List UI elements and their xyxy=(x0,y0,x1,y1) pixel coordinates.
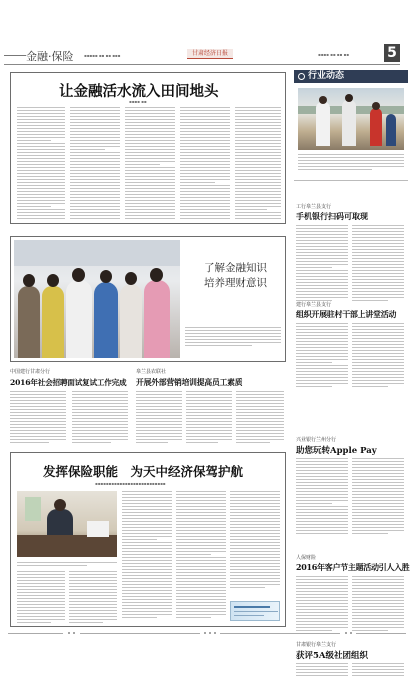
brief-body-1b xyxy=(352,225,404,303)
brief-org-3: 兴业银行兰州分行 xyxy=(296,437,337,443)
top-story-col-4 xyxy=(180,107,230,221)
mid-left-article xyxy=(10,368,130,446)
brief-body-5 xyxy=(296,663,348,677)
bottom-story-headline: 发挥保险职能 为天中经济保驾护航 xyxy=(43,464,244,479)
mid-right-headline: 开展外部营销培训提高员工素质 xyxy=(136,378,243,387)
bottom-col-4 xyxy=(230,491,280,590)
bottom-photo-caption xyxy=(17,562,117,568)
brief-body-3 xyxy=(296,458,348,536)
brief-body-2 xyxy=(296,323,348,389)
sidebar-title: 行业动态 xyxy=(308,71,345,81)
mid-right-article xyxy=(136,368,286,446)
feature-caption-line1: 了解金融知识 xyxy=(204,262,267,274)
brief-body-4b xyxy=(352,576,404,633)
bottom-story-box xyxy=(10,452,286,627)
top-story-box xyxy=(10,72,286,224)
brief-headline-3: 助您玩转Apple Pay xyxy=(296,446,377,456)
mid-left-col-1 xyxy=(10,391,66,445)
masthead-logo xyxy=(187,49,233,59)
bottom-col-1b xyxy=(69,571,117,625)
section-label: 金融·保险 xyxy=(26,50,74,63)
sidebar-photo xyxy=(298,88,404,150)
top-story-headline: 让金融活水流入田间地头 xyxy=(59,83,219,100)
brief-body-1 xyxy=(296,225,348,303)
bottom-story-subline: ▪▪▪▪▪▪▪▪▪▪▪▪▪▪▪▪▪▪▪▪▪▪▪▪▪▪ xyxy=(95,481,166,486)
brief-body-3b xyxy=(352,458,404,536)
feature-photo xyxy=(14,240,180,358)
sidebar-photo-caption xyxy=(298,154,404,172)
header-date: ▪▪▪▪ ▪▪ ▪▪ ▪▪ xyxy=(318,52,349,57)
mid-left-col-2 xyxy=(72,391,128,445)
top-story-col-3 xyxy=(125,107,175,221)
feature-caption-line2: 培养理财意识 xyxy=(204,277,267,289)
feature-photo-box xyxy=(10,236,286,362)
sidebar xyxy=(294,68,408,668)
circle-icon xyxy=(298,73,305,80)
brief-headline-1: 手机银行扫码可取现 xyxy=(296,211,368,221)
header-meta-left: ▪▪▪▪▪ ▪▪ ▪▪ ▪▪▪ xyxy=(84,53,121,58)
bottom-col-3 xyxy=(176,491,226,620)
sidebar-divider-1 xyxy=(294,180,408,181)
bottom-story-ad xyxy=(230,601,280,621)
top-story-byline: ▪▪▪▪ ▪▪ xyxy=(129,99,147,104)
brief-headline-5: 获评5A级社团组织 xyxy=(296,651,369,661)
brief-org-1: 工行皋兰县支行 xyxy=(296,204,332,210)
brief-org-5: 甘肃银行皋兰支行 xyxy=(296,642,337,648)
page-header xyxy=(0,46,415,64)
bottom-story-photo xyxy=(17,491,117,557)
brief-body-2b xyxy=(352,323,404,389)
brief-headline-2: 组织开展驻村干部上讲堂活动 xyxy=(296,309,397,319)
bottom-col-2 xyxy=(122,491,172,620)
brief-org-2: 建行皋兰县支行 xyxy=(296,302,332,308)
feature-photo-body xyxy=(185,327,281,348)
top-story-col-1 xyxy=(17,107,65,221)
top-story-col-5 xyxy=(235,107,281,221)
top-story-col-2 xyxy=(70,107,120,221)
mid-right-col-3 xyxy=(236,391,284,445)
page-number: 5 xyxy=(384,44,400,62)
bottom-col-1a xyxy=(17,571,65,625)
mid-left-org: 中国建行甘肃分行 xyxy=(10,369,51,375)
masthead-text: 甘肃经济日报 xyxy=(191,50,228,57)
brief-body-4 xyxy=(296,576,348,633)
header-rule xyxy=(4,55,26,56)
mid-right-col-1 xyxy=(136,391,182,445)
page-footer xyxy=(0,628,415,640)
mid-right-org: 皋兰县农联社 xyxy=(136,369,167,375)
mid-left-headline: 2016年社会招聘面试复试工作完成 xyxy=(10,378,127,387)
brief-body-5b xyxy=(352,663,404,677)
mid-right-col-2 xyxy=(186,391,232,445)
sidebar-title-bar xyxy=(294,70,408,83)
brief-headline-4: 2016年客户节主题活动引人入胜 xyxy=(296,562,410,572)
header-bottom-rule xyxy=(4,64,400,65)
brief-org-4: 人保财险 xyxy=(296,555,317,561)
